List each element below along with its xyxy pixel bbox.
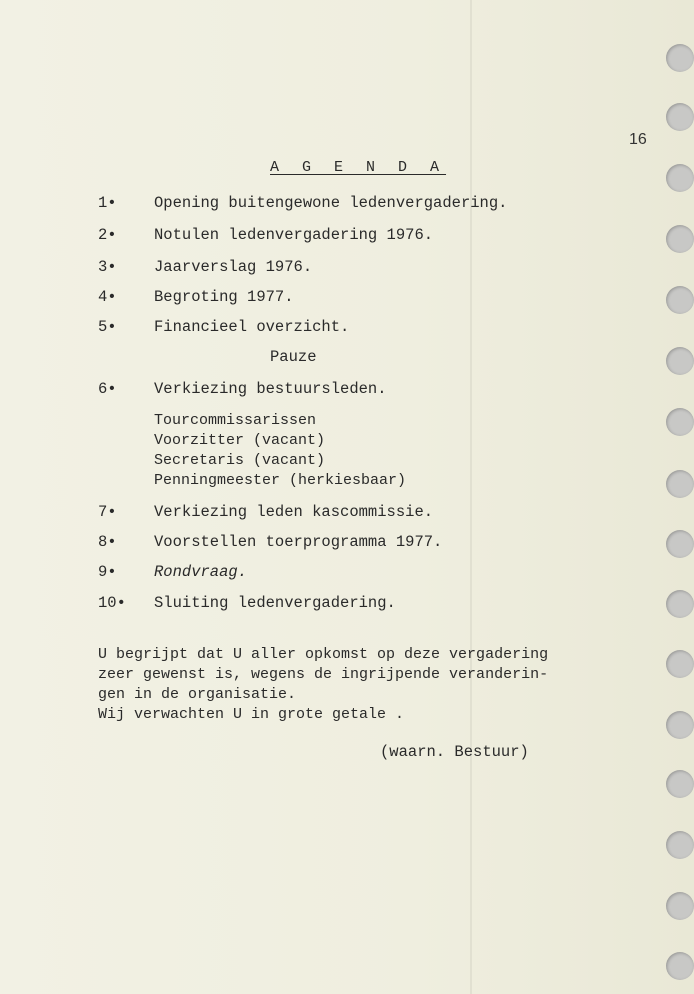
page-fold-line <box>470 0 472 994</box>
binder-hole <box>666 470 694 498</box>
agenda-item-text: Financieel overzicht. <box>154 318 350 336</box>
binder-hole <box>666 590 694 618</box>
binder-hole <box>666 408 694 436</box>
agenda-item-text: Opening buitengewone ledenvergadering. <box>154 194 508 212</box>
agenda-item-number: 6• <box>98 380 117 398</box>
agenda-item-text: Rondvraag. <box>154 563 248 581</box>
agenda-item-text: Begroting 1977. <box>154 288 294 306</box>
sub-item: Penningmeester (herkiesbaar) <box>154 472 407 489</box>
agenda-item-number: 9• <box>98 563 117 581</box>
closing-line: U begrijpt dat U aller opkomst op deze vergadering <box>98 646 549 663</box>
binder-hole <box>666 530 694 558</box>
page-number: 16 <box>629 131 647 148</box>
binder-hole <box>666 831 694 859</box>
binder-hole <box>666 650 694 678</box>
agenda-item-number: 8• <box>98 533 117 551</box>
agenda-item-text: Voorstellen toerprogramma 1977. <box>154 533 443 551</box>
agenda-item-number: 3• <box>98 258 117 276</box>
closing-line: Wij verwachten U in grote getale . <box>98 706 405 723</box>
signature: (waarn. Bestuur) <box>380 743 529 761</box>
binder-hole <box>666 770 694 798</box>
binder-hole <box>666 103 694 131</box>
binder-hole <box>666 225 694 253</box>
agenda-item-number: 7• <box>98 503 117 521</box>
sub-item: Voorzitter (vacant) <box>154 432 326 449</box>
binder-hole <box>666 286 694 314</box>
agenda-item-text: Verkiezing bestuursleden. <box>154 380 387 398</box>
binder-hole <box>666 952 694 980</box>
sub-item: Secretaris (vacant) <box>154 452 326 469</box>
binder-hole <box>666 711 694 739</box>
closing-line: zeer gewenst is, wegens de ingrijpende veranderin- <box>98 666 549 683</box>
agenda-item-number: 10• <box>98 594 126 612</box>
agenda-item-number: 4• <box>98 288 117 306</box>
agenda-item-number: 2• <box>98 226 117 244</box>
sub-item: Tourcommissarissen <box>154 412 317 429</box>
agenda-item-text: Verkiezing leden kascommissie. <box>154 503 434 521</box>
pause-label: Pauze <box>270 348 317 366</box>
agenda-item-number: 1• <box>98 194 117 212</box>
binder-hole <box>666 347 694 375</box>
agenda-title: A G E N D A <box>270 159 447 176</box>
agenda-item-text: Notulen ledenvergadering 1976. <box>154 226 434 244</box>
binder-hole <box>666 164 694 192</box>
agenda-item-text: Jaarverslag 1976. <box>154 258 313 276</box>
binder-hole <box>666 892 694 920</box>
agenda-item-text: Sluiting ledenvergadering. <box>154 594 396 612</box>
agenda-item-number: 5• <box>98 318 117 336</box>
binder-hole <box>666 44 694 72</box>
closing-line: gen in de organisatie. <box>98 686 297 703</box>
